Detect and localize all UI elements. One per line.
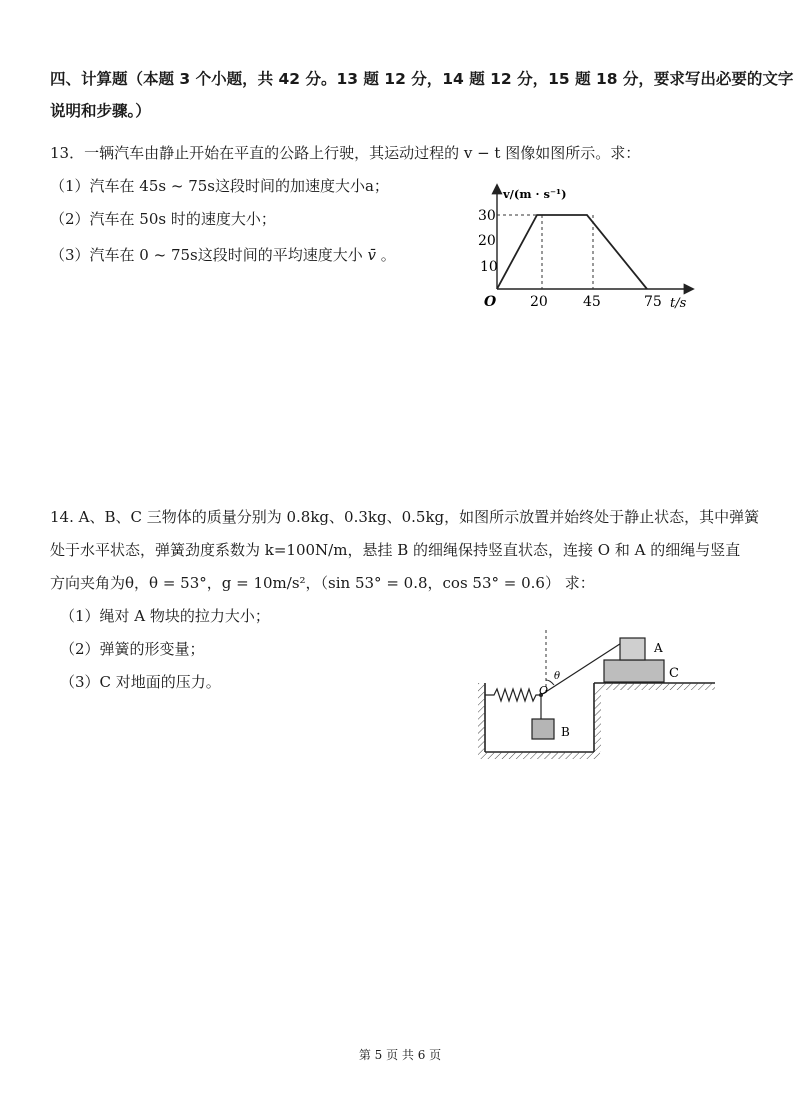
pit-structure (478, 683, 715, 759)
block-b (532, 719, 554, 739)
q14-sub3: （3）C 对地面的压力。 (60, 673, 221, 691)
spring (485, 689, 540, 701)
q13-sub1: （1）汽车在 45s ~ 75s这段时间的加速度大小a； (50, 177, 389, 195)
q14-stem-line3: 方向夹角为θ，θ = 53°，g = 10m/s²，（sin 53° = 0.8，cos 53° = 0.6） 求： (50, 574, 595, 592)
q13-sub3 (50, 245, 396, 265)
q13-sub3-symbol: v̄ (367, 246, 376, 264)
label-o: O (539, 684, 549, 697)
q13-sub2: （2）汽车在 50s 时的速度大小； (50, 210, 276, 228)
q13-stem: 13．一辆汽车由静止开始在平直的公路上行驶，其运动过程的 v − t 图像如图所示。求： (50, 144, 641, 162)
page-footer: 第 5 页 共 6 页 (358, 1048, 442, 1062)
y-axis-label: v/(m · s⁻¹) (503, 187, 567, 201)
label-c: C (669, 666, 679, 681)
q14-sub1: （1）绳对 A 物块的拉力大小； (60, 607, 270, 625)
vt-graph (470, 178, 710, 316)
q14-sub2: （2）弹簧的形变量； (60, 640, 205, 658)
section-heading-line2: 说明和步骤。） (50, 102, 151, 120)
q14-stem-line1: 14. A、B、C 三物体的质量分别为 0.8kg、0.3kg、0.5kg，如图所示放置并始终处于静止状态，其中弹簧 (50, 508, 760, 526)
x-axis-label: t/s (670, 296, 687, 311)
block-a (620, 638, 645, 660)
x-tick-20: 20 (530, 294, 548, 310)
x-tick-45: 45 (583, 294, 601, 310)
block-c (604, 660, 664, 682)
q13-sub3-suffix: 。 (376, 246, 396, 264)
q14-stem-line2: 处于水平状态，弹簧劲度系数为 k=100N/m，悬挂 B 的细绳保持竖直状态，连接 O 和 A 的细绳与竖直 (50, 541, 741, 559)
label-b: B (561, 725, 570, 739)
y-tick-30: 30 (478, 208, 496, 224)
label-a: A (654, 641, 663, 655)
origin-label: O (484, 294, 497, 310)
section-heading-line1: 四、计算题（本题 3 个小题，共 42 分。13 题 12 分，14 题 12 分，15 题 18 分，要求写出必要的文字 (50, 70, 794, 88)
velocity-series-line (497, 215, 647, 289)
y-tick-20: 20 (478, 233, 496, 249)
spring-block-diagram (470, 628, 720, 770)
label-theta: θ (554, 671, 561, 682)
q13-sub3-prefix: （3）汽车在 0 ~ 75s这段时间的平均速度大小 (50, 246, 368, 264)
y-tick-10: 10 (480, 259, 498, 275)
x-tick-75: 75 (644, 294, 662, 310)
